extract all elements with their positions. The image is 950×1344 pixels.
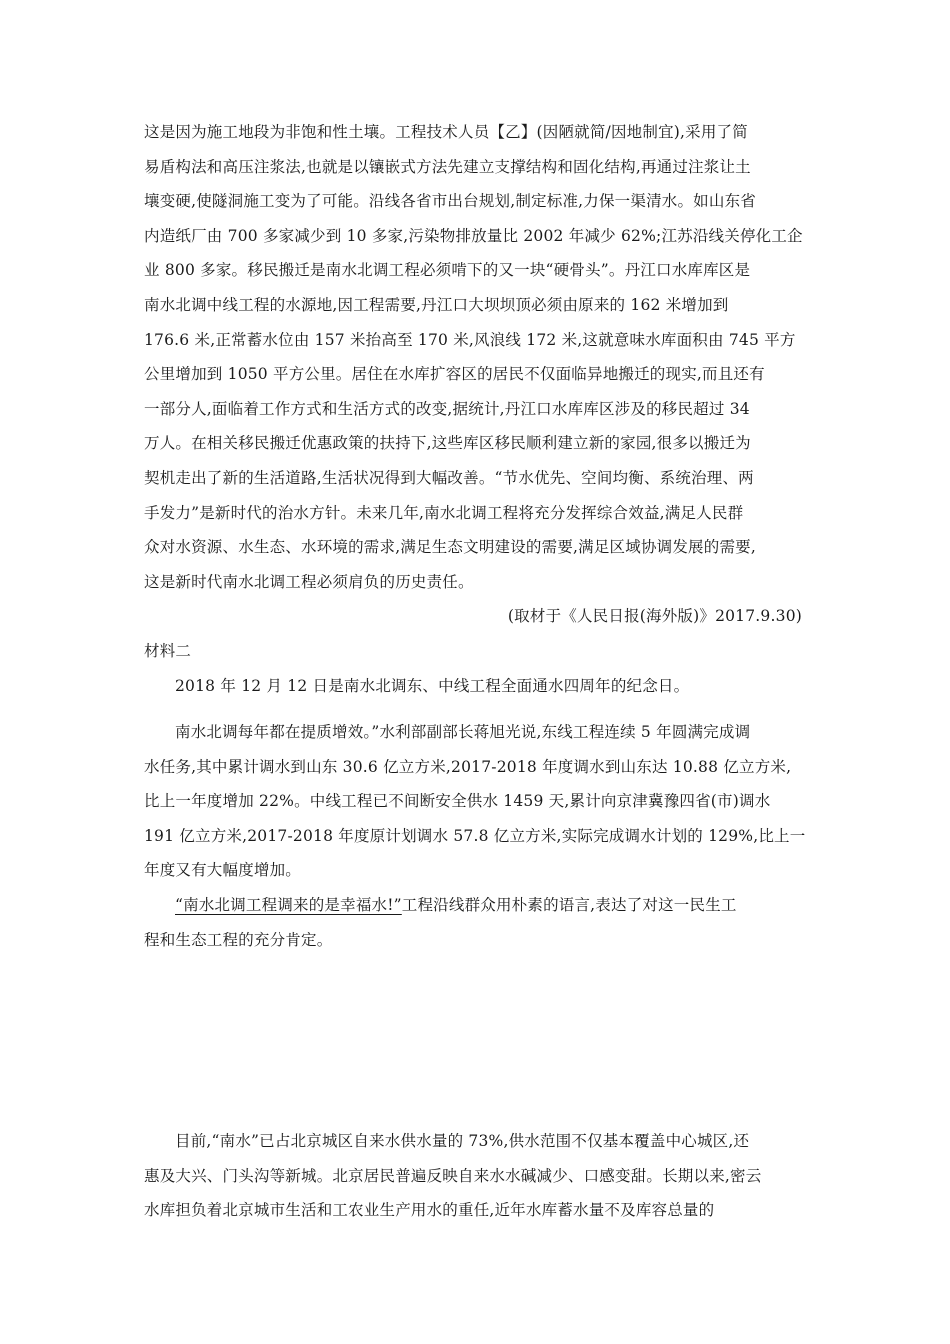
paragraph-anniversary: 2018 年 12 月 12 日是南水北调东、中线工程全面通水四周年的纪念日。 xyxy=(175,676,690,695)
text-line: 众对水资源、水生态、水环境的需求,满足生态文明建设的需要,满足区域协调发展的需要, xyxy=(144,538,756,557)
text-line xyxy=(144,888,804,923)
text-line: 南水北调每年都在提质增效。”水利部副部长蒋旭光说,东线工程连续 5 年圆满完成调 xyxy=(175,723,751,741)
text-line: 程和生态工程的充分肯定。 xyxy=(144,930,333,949)
text-line: 一部分人,面临着工作方式和生活方式的改变,据统计,丹江口水库库区涉及的移民超过 34 xyxy=(144,399,750,418)
material-two-paragraph-beijing-supply xyxy=(144,1124,804,1228)
text-line: 比上一年度增加 22%。中线工程已不间断安全供水 1459 天,累计向京津冀豫四省(市)调水 xyxy=(144,792,771,811)
quote-continuation: 工程沿线群众用朴素的语言,表达了对这一民生工 xyxy=(401,896,737,914)
text-line: 业 800 多家。移民搬迁是南水北调工程必须啃下的又一块“硬骨头”。丹江口水库库区是 xyxy=(144,261,751,280)
text-line: 内造纸厂由 700 多家减少到 10 多家,污染物排放量比 2002 年减少 62%;江苏沿线关停化工企 xyxy=(144,226,803,245)
material-two-paragraph-water-transfer xyxy=(144,715,804,888)
text-line: 惠及大兴、门头沟等新城。北京居民普遍反映自来水水碱减少、口感变甜。长期以来,密云 xyxy=(144,1166,762,1185)
text-line: 契机走出了新的生活道路,生活状况得到大幅改善。“节水优先、空间均衡、系统治理、两 xyxy=(144,468,754,487)
underlined-quote: “南水北调工程调来的是幸福水!” xyxy=(175,896,402,914)
text-line: 176.6 米,正常蓄水位由 157 米抬高至 170 米,风浪线 172 米,这就意味水库面积由 745 平方 xyxy=(144,330,796,349)
text-line: 易盾构法和高压注浆法,也就是以镶嵌式方法先建立支撑结构和固化结构,再通过注浆让土 xyxy=(144,157,751,176)
text-line: 年度又有大幅度增加。 xyxy=(144,861,302,880)
material-one-paragraph xyxy=(144,115,804,703)
material-two-paragraph-happiness-water xyxy=(144,888,804,957)
section-heading: 材料二 xyxy=(144,641,192,660)
text-line: 这是因为施工地段为非饱和性土壤。工程技术人员【乙】(因陋就简/因地制宜),采用了简 xyxy=(144,123,748,141)
text-line: 这是新时代南水北调工程必须肩负的历史责任。 xyxy=(144,572,474,591)
text-line: 191 亿立方米,2017-2018 年度原计划调水 57.8 亿立方米,实际完成调水计划的 129%,比上一 xyxy=(144,826,806,845)
text-line: 手发力”是新时代的治水方针。未来几年,南水北调工程将充分发挥综合效益,满足人民群 xyxy=(144,503,744,522)
text-line: 万人。在相关移民搬迁优惠政策的扶持下,这些库区移民顺利建立新的家园,很多以搬迁为 xyxy=(144,434,751,453)
text-line: 南水北调中线工程的水源地,因工程需要,丹江口大坝坝顶必须由原来的 162 米增加到 xyxy=(144,295,729,314)
text-line: 公里增加到 1050 平方公里。居住在水库扩容区的居民不仅面临异地搬迁的现实,而且还有 xyxy=(144,365,765,384)
text-line: 水库担负着北京城市生活和工农业生产用水的重任,近年水库蓄水量不及库容总量的 xyxy=(144,1201,715,1220)
text-line: 水任务,其中累计调水到山东 30.6 亿立方米,2017-2018 年度调水到山东达 10.88 亿立方米, xyxy=(144,757,792,776)
source-citation: (取材于《人民日报(海外版)》2017.9.30) xyxy=(507,607,802,626)
text-line: 目前,“南水”已占北京城区自来水供水量的 73%,供水范围不仅基本覆盖中心城区,还 xyxy=(175,1132,750,1150)
text-line: 壤变硬,使隧洞施工变为了可能。沿线各省市出台规划,制定标准,力保一渠清水。如山东省 xyxy=(144,192,756,211)
